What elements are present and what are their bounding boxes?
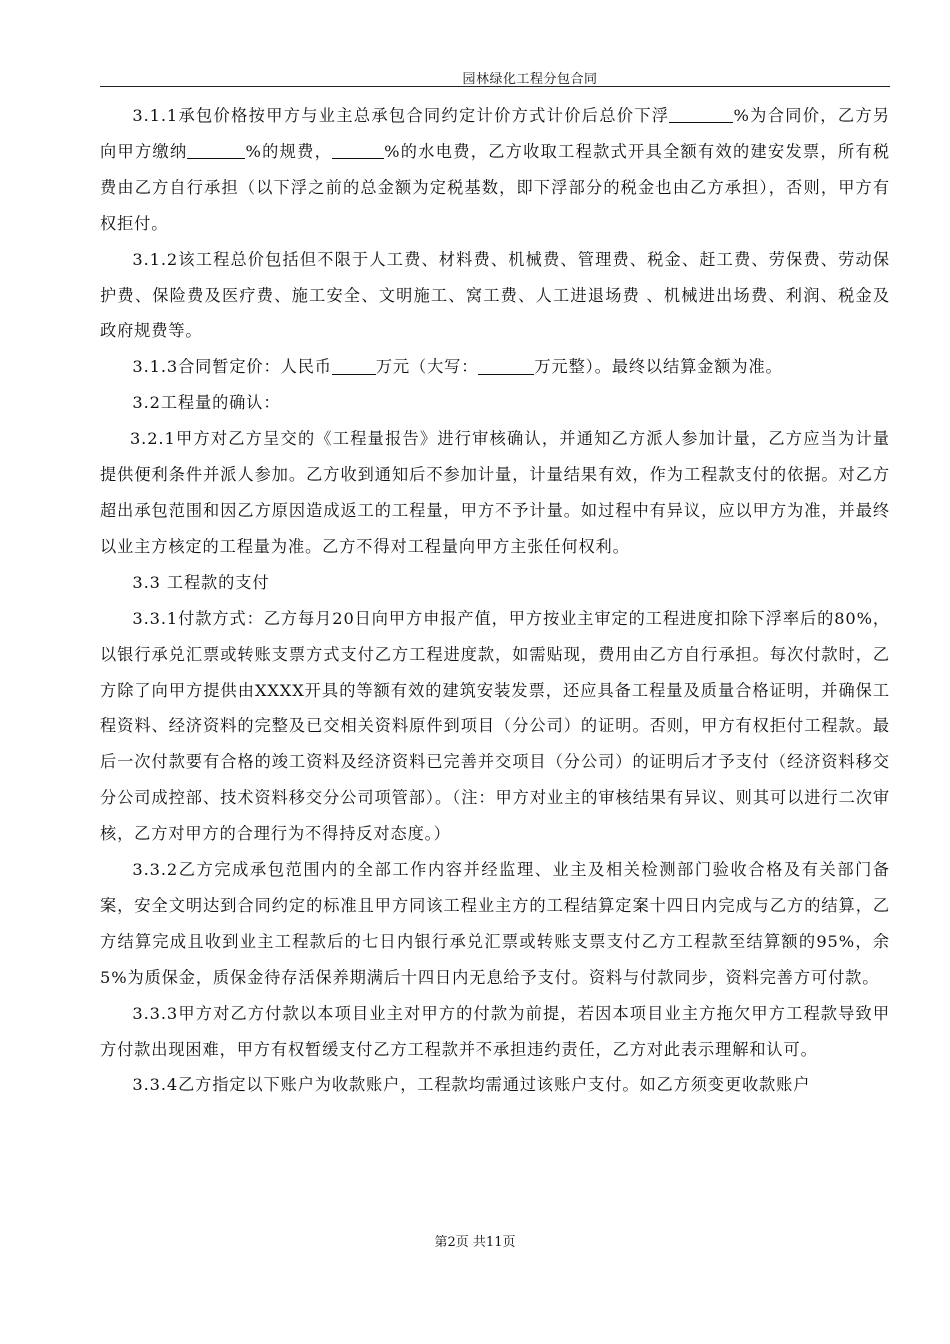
blank-amount-words bbox=[478, 357, 534, 375]
page-number: 第2页 共11页 bbox=[434, 1235, 516, 1250]
blank-fee-rate bbox=[187, 141, 245, 159]
clause-3-3-3: 3.3.3甲方对乙方付款以本项目业主对甲方的付款为前提，若因本项目业主方拖欠甲方工程款导致甲方付款出现困难，甲方有权暂缓支付乙方工程款并不承担违约责任，乙方对此表示理解和认可。 bbox=[100, 1003, 890, 1059]
clause-text: 万元整）。最终以结算金额为准。 bbox=[534, 357, 783, 377]
clause-text: 3.1.3合同暂定价：人民币 bbox=[132, 357, 332, 377]
clause-text: %的规费， bbox=[245, 141, 333, 161]
clause-text: 3.1.1承包价格按甲方与业主总承包合同约定计价方式计价后总价下浮 bbox=[132, 106, 670, 125]
clause-3-1-2: 3.1.2该工程总价包括但不限于人工费、材料费、机械费、管理费、税金、赶工费、劳保费、劳动保护费、保险费及医疗费、施工安全、文明施工、窝工费、人工进退场费 、机械进出场费、利润、税金及政府规费等。 bbox=[100, 249, 890, 341]
contract-body bbox=[100, 98, 890, 1103]
clause-3-3-1: 3.3.1付款方式：乙方每月20日向甲方申报产值，甲方按业主审定的工程进度扣除下浮率后的80%，以银行承兑汇票或转账支票方式支付乙方工程进度款，如需贴现，费用由乙方自行承担。每次付款时，乙方除了向甲方提供由XXXX开具的等额有效的建筑安装发票，还应具备工程量及质量合格证明，并确保工程资料、经济资料的完整及已交相关资料原件到项目（分公司）的证明。否则，甲方有权拒付工程款。最后一次付款要有合格的竣工资料及经济资料已完善并交项目（分公司）的证明后才予支付（经济资料移交分公司成控部、技术资料移交分公司项管部）。（注：甲方对业主的审核结果有异议、则其可以进行二次审核，乙方对甲方的合理行为不得持反对态度。） bbox=[100, 608, 890, 844]
blank-utility-rate bbox=[332, 141, 384, 159]
clause-3-3-4: 3.3.4乙方指定以下账户为收款账户，工程款均需通过该账户支付。如乙方须变更收款账户 bbox=[132, 1075, 811, 1095]
section-3-2-heading: 3.2工程量的确认： bbox=[132, 393, 281, 413]
header-divider bbox=[100, 86, 890, 87]
blank-discount-rate bbox=[669, 105, 733, 123]
clause-text: 万元（大写： bbox=[375, 357, 479, 377]
clause-text: %的水电费，乙方收取工程款式开具全额有效的建安发票，所有税费由乙方自行承担（以下浮之前的总金额为定税基数，即下浮部分的税金也由乙方承担），否则，甲方有权拒付。 bbox=[100, 141, 890, 233]
blank-amount bbox=[332, 357, 376, 375]
clause-3-3-2: 3.3.2乙方完成承包范围内的全部工作内容并经监理、业主及相关检测部门验收合格及有关部门备案，安全文明达到合同约定的标准且甲方同该工程业主方的工程结算定案十四日内完成与乙方的结算，乙方结算完成且收到业主工程款后的七日内银行承兑汇票或转账支票支付乙方工程款至结算额的95%，余5%为质保金，质保金待存活保养期满后十四日内无息给予支付。资料与付款同步，资料完善方可付款。 bbox=[100, 860, 890, 987]
clause-3-2-1: 3.2.1甲方对乙方呈交的《工程量报告》进行审核确认，并通知乙方派人参加计量，乙方应当为计量提供便利条件并派人参加。乙方收到通知后不参加计量，计量结果有效，作为工程款支付的依据。对乙方超出承包范围和因乙方原因造成返工的工程量，甲方不予计量。如过程中有异议，应以甲方为准，并最终以业主方核定的工程量为准。乙方不得对工程量向甲方主张任何权利。 bbox=[100, 429, 890, 556]
section-3-3-heading: 3.3 工程款的支付 bbox=[132, 572, 270, 592]
clause-3-1-3 bbox=[100, 349, 890, 385]
document-header-title: 园林绿化工程分包合同 bbox=[462, 72, 598, 87]
clause-3-1-1 bbox=[100, 98, 890, 242]
clause-text: %为合同价，乙方另向甲方缴纳 bbox=[100, 106, 890, 161]
